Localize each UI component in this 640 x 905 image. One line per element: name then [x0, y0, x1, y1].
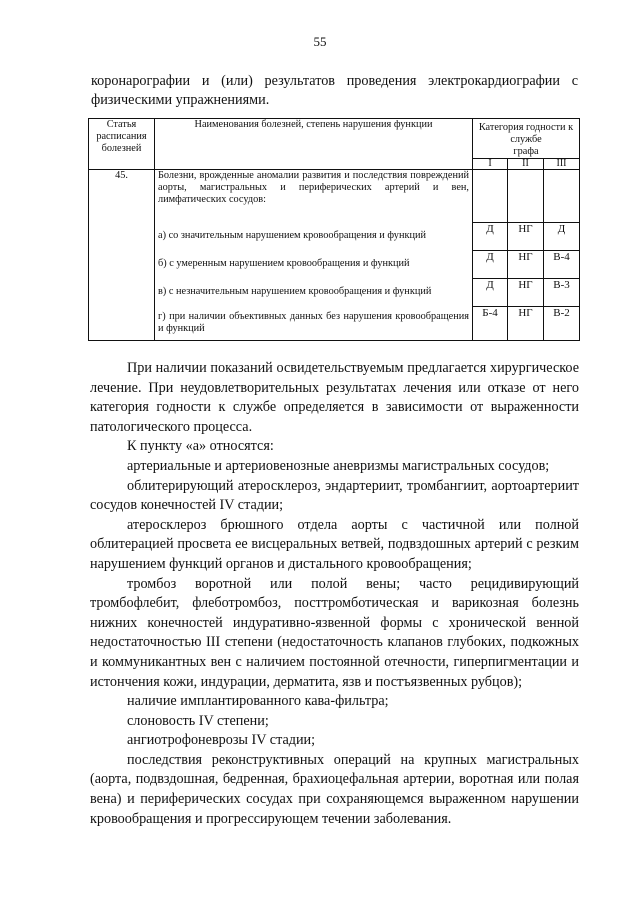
category-value: В-2 — [544, 306, 580, 341]
table-row — [89, 222, 580, 250]
category-value: Б-4 — [473, 306, 508, 341]
article-number: 45. — [89, 170, 155, 341]
category-value: Д — [473, 222, 508, 250]
body-text — [90, 359, 579, 829]
category-value: Д — [473, 250, 508, 278]
disease-description: Болезни, врожденные аномалии развития и последствия повреждений аорты, магистральных и периферических артерий и вен, лимфатических сосудов: — [158, 170, 469, 205]
table-row — [89, 278, 580, 306]
header-graph: графа — [473, 146, 580, 159]
category-value: НГ — [508, 306, 544, 341]
paragraph: последствия реконструктивных операций на крупных магистральных (аорта, подвздошная, бедренная, брахиоцефальная артерии, воротная или полая вена) и периферических сосудах при сохраняющемся выраженном нарушении кровообращения и прогрессирующем течении заболевания. — [90, 751, 579, 827]
paragraph: атеросклероз брюшного отдела аорты с частичной или полной облитерацией просвета ее висцеральных ветвей, подвздошных артерий с резким нарушением функций органов и дистального кровообращения; — [90, 516, 579, 572]
column-number: III — [544, 159, 580, 170]
category-value: В-3 — [544, 278, 580, 306]
paragraph: артериальные и артериовенозные аневризмы магистральных сосудов; — [127, 457, 550, 474]
diseases-schedule-table — [88, 118, 580, 341]
category-value: Д — [473, 278, 508, 306]
column-number: II — [508, 159, 544, 170]
table-row — [89, 250, 580, 278]
header-article: Статья расписания болезней — [89, 119, 155, 170]
category-value: В-4 — [544, 250, 580, 278]
subitem-text: в) с незначительным нарушением кровообращения и функций — [155, 278, 473, 306]
paragraph: К пункту «а» относятся: — [127, 438, 274, 455]
paragraph: При наличии показаний освидетельствуемым предлагается хирургическое лечение. При неудовлетворительных результатах лечения или отказе от него категория годности к службе определяется в зависимости от выраженности патологического процесса. — [90, 360, 579, 435]
subitem-text: б) с умеренным нарушением кровообращения и функций — [155, 250, 473, 278]
table-row — [89, 306, 580, 341]
paragraph: облитерирующий атеросклероз, эндартериит, тромбангиит, аортоартериит сосудов конечностей IV стадии; — [90, 477, 579, 514]
table-row — [89, 170, 580, 223]
subitem-text: а) со значительным нарушением кровообращения и функций — [155, 222, 473, 250]
disease-group-name — [155, 170, 473, 223]
category-value: НГ — [508, 250, 544, 278]
category-value: НГ — [508, 278, 544, 306]
page-number: 55 — [313, 34, 327, 49]
intro-paragraph: коронарографии и (или) результатов проведения электрокардиографии с физическими упражнениями. — [91, 73, 578, 108]
paragraph: наличие имплантированного кава-фильтра; — [127, 693, 389, 710]
paragraph: слоновость IV степени; — [127, 712, 269, 729]
table-header-row — [89, 119, 580, 147]
paragraph: ангиотрофоневрозы IV стадии; — [127, 732, 316, 749]
paragraph: тромбоз воротной или полой вены; часто рецидивирующий тромбофлебит, флеботромбоз, посттромботическая и варикозная болезнь нижних конечностей индуративно-язвенной формы с хронической венной недостаточностью III степени (недостаточность клапанов глубоких, подкожных и коммуникантных вен с наличием постоянной отечности, гиперпигментации и истончения кожи, индурации, дерматита, язв и постъязвенных рубцов); — [90, 575, 579, 690]
header-category: Категория годности к службе — [473, 119, 580, 147]
header-disease-name: Наименования болезней, степень нарушения функции — [155, 119, 473, 170]
subitem-text: г) при наличии объективных данных без нарушения кровообращения и функций — [155, 306, 473, 341]
category-value: Д — [544, 222, 580, 250]
category-value: НГ — [508, 222, 544, 250]
column-number: I — [473, 159, 508, 170]
